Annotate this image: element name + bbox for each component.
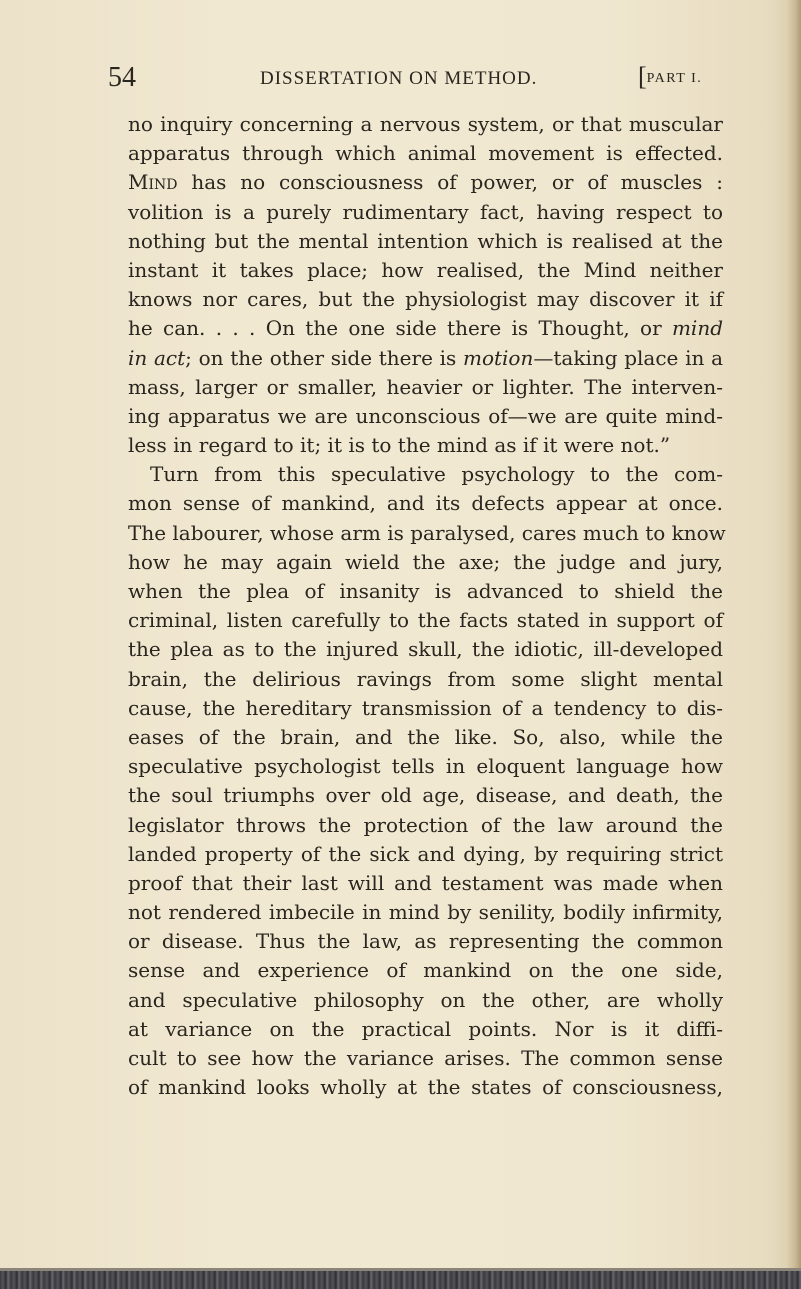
page-edge-shadow (787, 0, 801, 1289)
text-line: the soul triumphs over old age, disease, and death, the (128, 783, 723, 808)
text-line: landed property of the sick and dying, by requiring strict (128, 841, 723, 866)
text-line: proof that their last will and testament was made when (128, 870, 723, 895)
text-line: Mind has no consciousness of power, or of muscles : (128, 170, 723, 195)
text-line: speculative psychologist tells in eloquent language how (128, 754, 723, 779)
text-line: cult to see how the variance arises. The common sense (128, 1046, 723, 1070)
running-header (108, 62, 720, 106)
scan-bottom-edge (0, 1268, 801, 1289)
text-line: volition is a purely rudimentary fact, having respect to (128, 199, 723, 224)
text-line: how he may again wield the axe; the judge and jury, (128, 549, 723, 574)
part-bracket: [ (638, 62, 647, 91)
text-line: Turn from this speculative psychology to the com- (150, 462, 723, 487)
text-line: eases of the brain, and the like. So, also, while the (128, 724, 723, 749)
italic-word: in act (128, 345, 186, 370)
small-caps-word: Mind (128, 170, 178, 195)
running-title: DISSERTATION ON METHOD. (260, 68, 538, 89)
italic-word: motion (462, 345, 534, 370)
text-line: he can. . . . On the one side there is Thought, or mind (128, 316, 723, 341)
part-label (638, 62, 702, 92)
text-line: not rendered imbecile in mind by senility, bodily infirmity, (128, 900, 723, 925)
text-line: of mankind looks wholly at the states of consciousness, (128, 1075, 723, 1100)
body-text (128, 110, 726, 1102)
text-line: the plea as to the injured skull, the idiotic, ill-developed (128, 637, 723, 662)
text-line: sense and experience of mankind on the one side, (128, 958, 723, 983)
text-line: mass, larger or smaller, heavier or lighter. The interven- (128, 374, 723, 399)
page-number: 54 (108, 62, 136, 93)
text-line: when the plea of insanity is advanced to shield the (128, 579, 723, 603)
text-line: nothing but the mental intention which is realised at the (128, 228, 723, 253)
text-line: The labourer, whose arm is paralysed, cares much to know (128, 520, 726, 545)
text-line: apparatus through which animal movement is effected. (128, 141, 723, 166)
text-line: or disease. Thus the law, as representing the common (128, 929, 723, 954)
text-line: no inquiry concerning a nervous system, or that muscular (128, 112, 723, 136)
text-line: less in regard to it; it is to the mind as if it were not.” (128, 433, 671, 458)
text-line: and speculative philosophy on the other, are wholly (128, 987, 723, 1012)
text-line: criminal, listen carefully to the facts stated in support of (128, 608, 723, 633)
text-line: cause, the hereditary transmission of a tendency to dis- (128, 695, 723, 720)
text-line: ing apparatus we are unconscious of—we are quite mind- (128, 403, 723, 428)
text-line: at variance on the practical points. Nor is it diffi- (128, 1016, 723, 1041)
part-label-text: PART I. (646, 71, 703, 86)
text-line: in act; on the other side there is motion—taking place in a (128, 345, 724, 370)
text-line: instant it takes place; how realised, the Mind neither (128, 257, 723, 282)
text-line: brain, the delirious ravings from some slight mental (128, 666, 723, 691)
text-line: mon sense of mankind, and its defects appear at once. (128, 491, 723, 516)
text-line: legislator throws the protection of the law around the (128, 812, 723, 837)
text-line: knows nor cares, but the physiologist may discover it if (128, 287, 723, 312)
italic-word: mind (671, 316, 723, 341)
